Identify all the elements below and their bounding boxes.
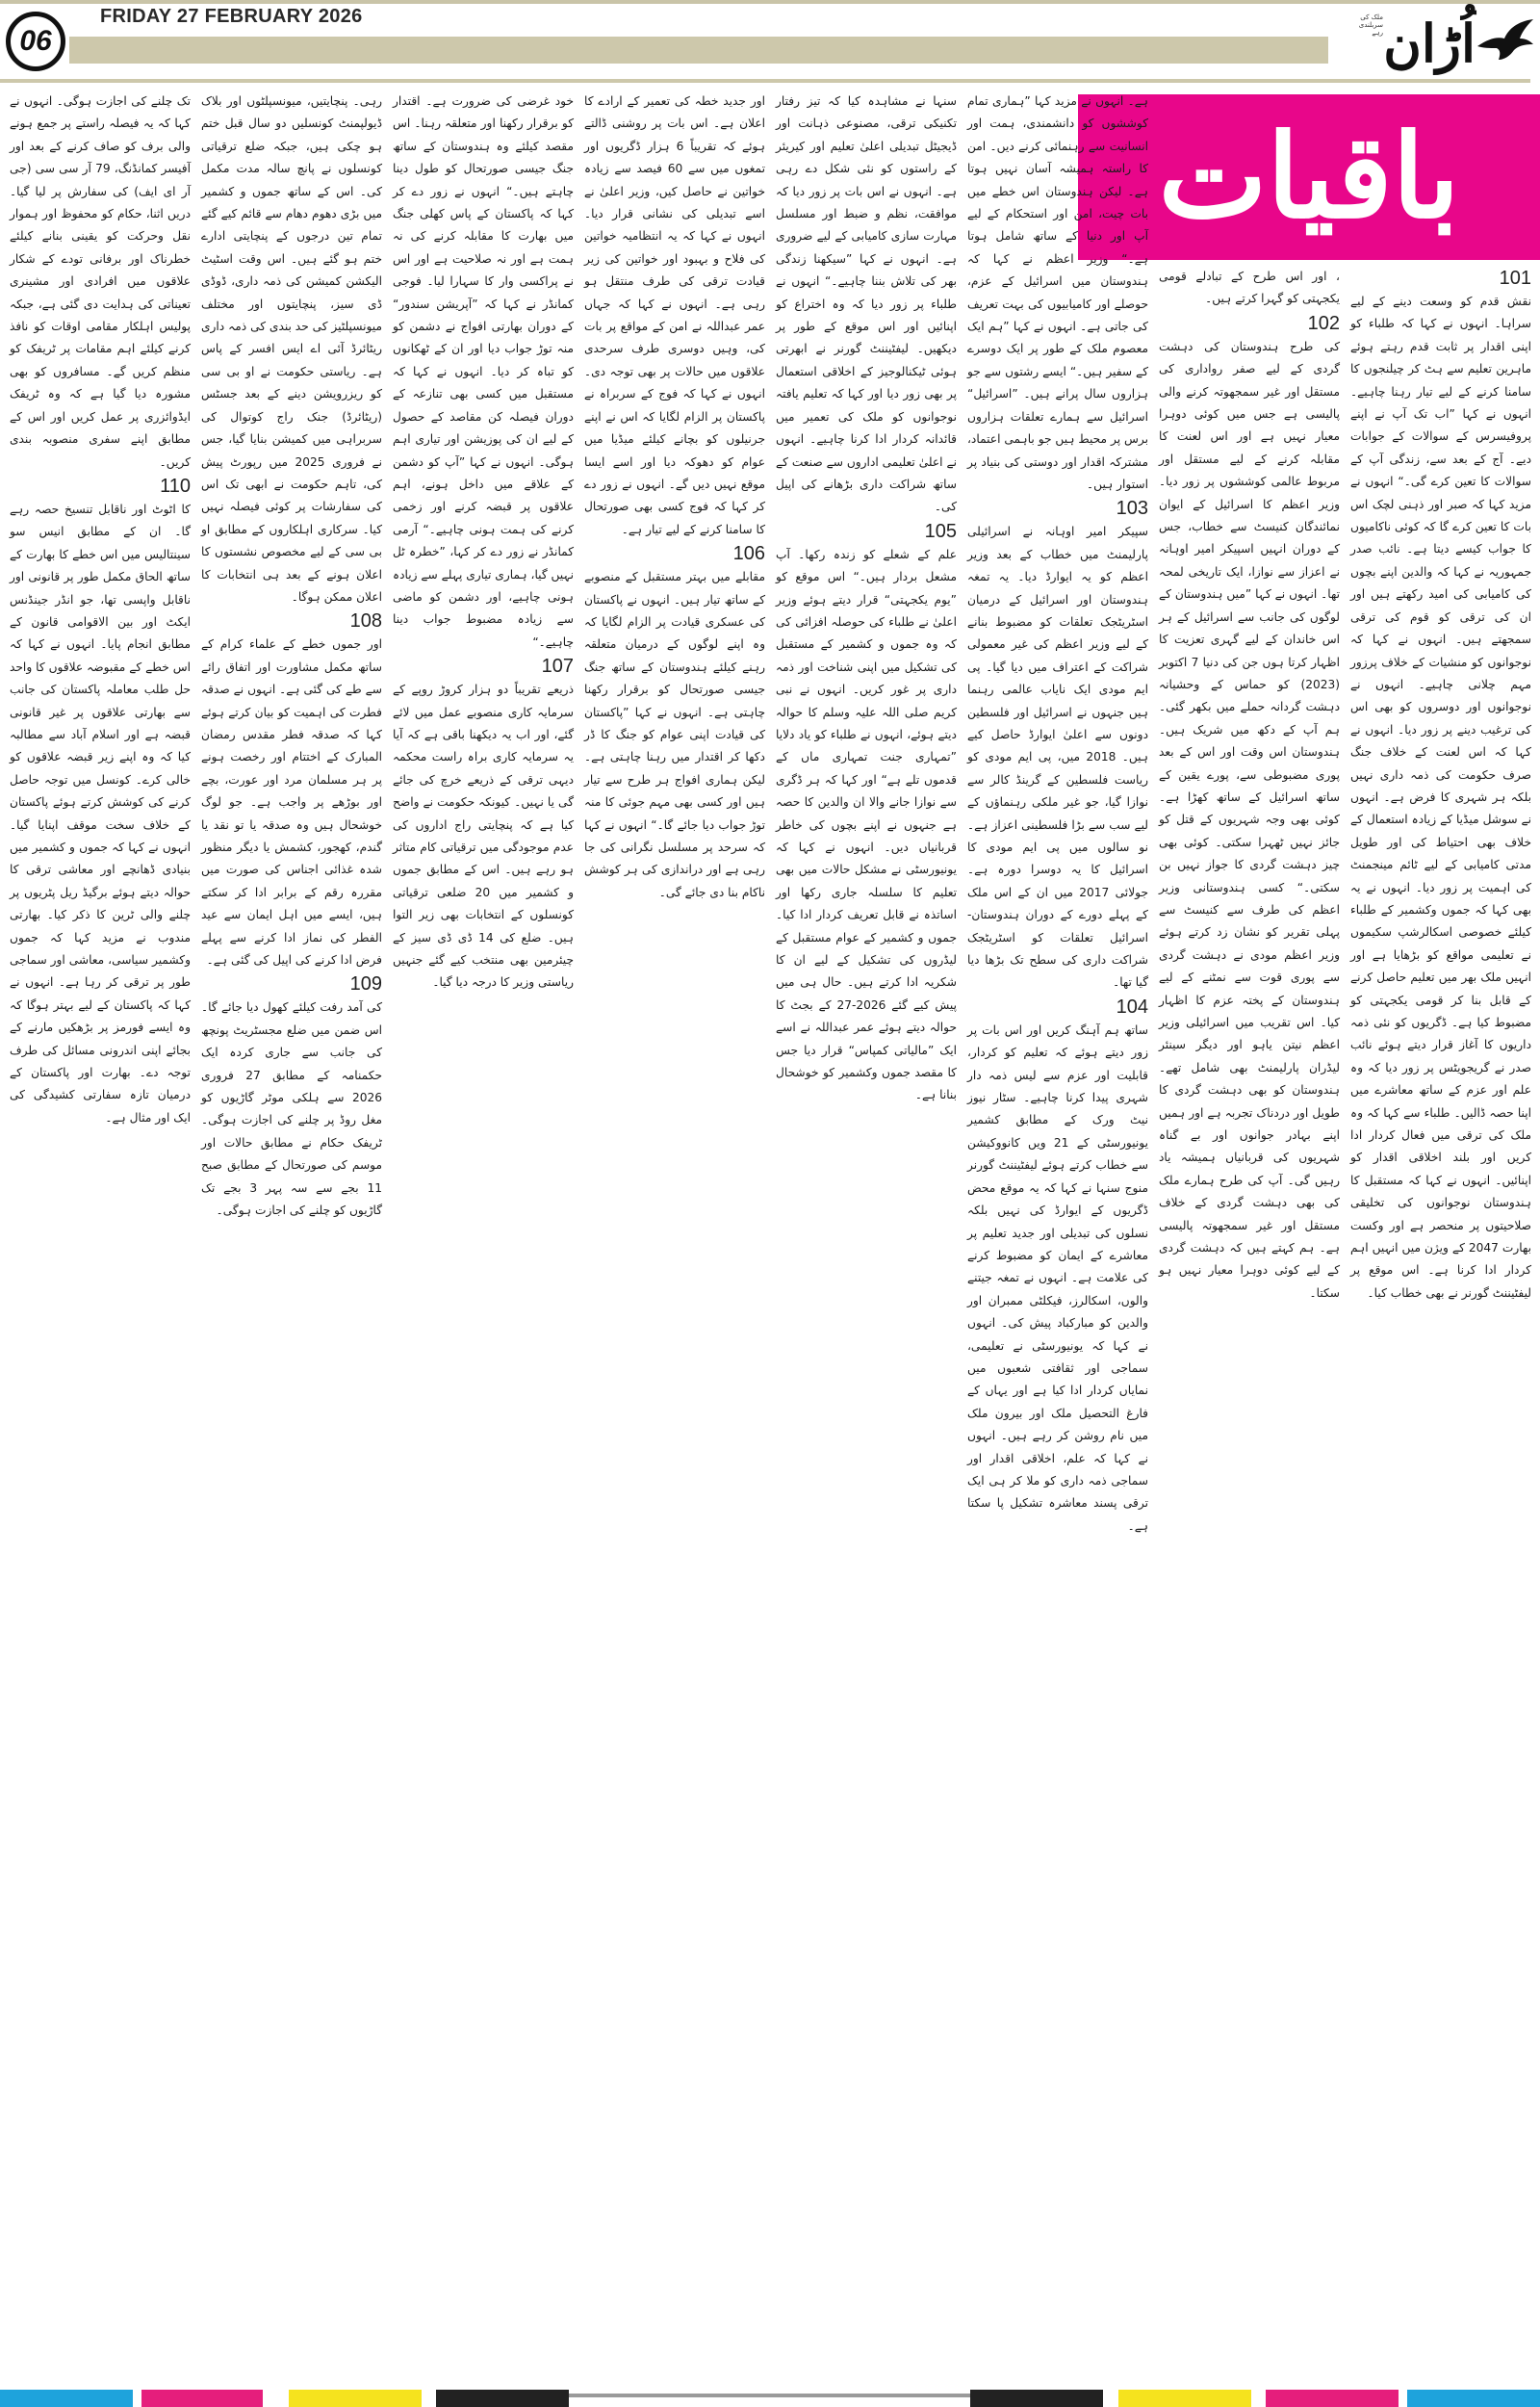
column-text: کی طرح ہندوستان کی دہشت گردی کے لیے صفر رواداری کی مستقل اور غیر سمجھوتہ کرنے والی پالیسی ہے جس میں کوئی دوہرا معیار نہیں ہے اور اس لعنت کا مقابلہ کرنے کے لیے مستقل اور مربوط عالمی کوششوں پر زور دیا۔ وزیر اعظم کا اسرائیل کے ایوان نمائندگان کنیسٹ سے خطاب، جس کے دوران انہیں اسپیکر امیر اوہانہ نے اعزاز سے نوازا، ایک تاریخی لمحہ تھا۔ انہوں نے کہا ”میں ہندوستان کے لوگوں کی جانب سے اسرائیل کے ہر اس خاندان کے لیے گہری تعزیت کا اظہار کرتا ہوں جن کی دنیا 7 اکتوبر (2023) کو حماس کے وحشیانہ دہشت گردانہ حملے میں بکھر گئی۔ ہم آپ کے دکھ میں شریک ہیں۔ ہندوستان اس وقت اور اس کے بعد پوری مضبوطی سے، پورے یقین کے ساتھ اسرائیل کے ساتھ کھڑا ہے۔ کوئی بھی وجہ شہریوں کے قتل کو جائز نہیں ٹھہرا سکتی۔ کوئی بھی چیز دہشت گردی کا جواز نہیں بن سکتی۔“ کسی ہندوستانی وزیر اعظم کی طرف سے کنیسٹ سے پہلی تقریر کو نشان زد کرتے ہوئے وزیر اعظم مودی نے دہشت گردی سے پوری قوت سے نمٹنے کے لیے ہندوستان کے پختہ عزم کا اظہار کیا۔ اس تقریب میں اسرائیلی وزیر اعظم نیتن یاہو اور دیگر سینئر لیڈران پارلیمنٹ بھی شامل تھے۔ ہندوستان کو بھی دہشت گردی کا طویل اور دردناک تجربہ ہے اور ہمیں اپنے بہادر جوانوں اور بے گناہ شہریوں کی قربانیاں ہمیشہ یاد رہیں گی۔ آپ کی طرح ہمارے ملک کی بھی دہشت گردی کے خلاف مستقل اور غیر سمجھوتہ پالیسی ہے۔ ہم کہتے ہیں کہ دہشت گردی کے لیے کوئی دوہرا معیار نہیں ہو سکتا۔ — [1159, 339, 1341, 1300]
registration-bar — [569, 2394, 970, 2397]
column-text: تک چلنے کی اجازت ہوگی۔ انہوں نے کہا کہ یہ فیصلہ راستے پر جمع ہونے والی برف کو صاف کرنے کے بعد اور آفیسر کمانڈنگ، 79 آر سی سی (جی آر ای ایف) کی سفارش پر لیا گیا۔ دریں اثنا، حکام کو محفوظ اور ہموار نقل وحرکت کو یقینی بنانے کیلئے خطرناک اور برفانی تودے کے شکار علاقوں میں افرادی اور مشینری تعیناتی کی ہدایت دی گئی ہے، جبکہ پولیس اہلکار مقامی اوقات کو نافذ کرنے کیلئے اہم مقامات پر ٹریفک کو منظم کریں گے۔ مسافروں کو بھی مشورہ دیا گیا ہے کہ وہ ٹریفک ایڈوائزری پر عمل کریں اور اس کے مطابق اپنے سفری منصوبہ بندی کریں۔ — [10, 94, 191, 469]
masthead-title: اُڑان — [1383, 13, 1476, 74]
column-text: ذریعے تقریباً دو ہزار کروڑ روپے کے سرمایہ کاری منصوبے عمل میں لائے گئے، اور اب یہ دیکھنا باقی ہے کہ آیا یہ سرمایہ کاری براہ راست محکمہ دیہی ترقی کے ذریعے خرچ کی جائے گی یا نہیں۔ کیونکہ حکومت نے واضح کیا ہے کہ پنچایتی راج اداروں کی عدم موجودگی میں ترقیاتی کام متاثر ہو رہے ہیں۔ اس کے مطابق جموں و کشمیر میں 20 ضلعی ترقیاتی کونسلوں کے انتخابات بھی زیر التوا ہیں۔ ضلع کی 14 ڈی ڈی سیز کے چیئرمین بھی منتخب کیے گئے جنہیں ریاستی وزیر کا درجہ دیا گیا۔ — [393, 683, 574, 990]
continuation-marker: 102 — [1307, 312, 1340, 334]
continuation-marker: 109 — [349, 973, 382, 996]
column-6 — [387, 91, 578, 1538]
column-text: ساتھ ہم آہنگ کریں اور اس بات پر زور دیتے ہوئے کہ تعلیم کو کردار، قابلیت اور عزم سے لیس ذمہ دار شہری پیدا کرنا چاہیے۔ سٹار نیوز نیٹ ورک کے مطابق کشمیر یونیورسٹی کے 21 ویں کانووکیشن سے خطاب کرتے ہوئے لیفٹیننٹ گورنر منوج سنہا نے کہا کہ یہ موقع محض ڈگریوں کے ایوارڈ کی نہیں بلکہ نسلوں کی تبدیلی اور جدید تعلیم پر معاشرے کے ایمان کو مضبوط کرنے کی علامت ہے۔ انہوں نے تمغہ جیتنے والوں، اسکالرز، فیکلٹی ممبران اور والدین کو مبارکباد پیش کی۔ انہوں نے کہا کہ یونیورسٹی نے تعلیمی، سماجی اور ثقافتی شعبوں میں نمایاں کردار ادا کیا ہے اور یہاں کے فارغ التحصیل ملک اور بیرون ملک میں نام روشن کر رہے ہیں۔ انہوں نے کہا کہ علم، اخلاقی اقدار اور سماجی ذمہ داری کو ملا کر ہی ایک ترقی پسند معاشرہ تشکیل پا سکتا ہے۔ — [967, 1022, 1148, 1533]
column-text: خود غرضی کی ضرورت ہے۔ اقتدار کو برقرار رکھنا اور متعلقہ رہنا۔ اس مقصد کیلئے وہ ہندوستان کے ساتھ جنگ جیسی صورتحال کو طول دینا چاہتے ہیں۔“ انہوں نے زور دے کر کہا کہ پاکستان کے پاس کھلی جنگ میں بھارت کا مقابلہ کرنے کی نہ ہمت ہے اور نہ صلاحیت ہے اور اس نے پراکسی وار کا سہارا لیا۔ فوجی کمانڈر نے کہا کہ ”آپریشن سندور“ کے دوران بھارتی افواج نے دشمن کو منہ توڑ جواب دیا اور ان کے ٹھکانوں کو تباہ کر دیا۔ انہوں نے کہا کہ مستقبل میں کسی بھی تنازعہ کے دوران فیصلہ کن مقاصد کے حصول کے لیے ان کی پوزیشن اور تیاری اہم ہوگی۔ انہوں نے کہا ”آپ کو دشمن کے علاقے میں داخل ہونے، اہم علاقوں پر قبضہ کرنے اور زخمی کرنے کی ہمت ہونی چاہیے۔“ آرمی کمانڈر نے زور دے کر کہا، ”خطرہ ٹل نہیں گیا، ہماری تیاری پہلے سے زیادہ ہونی چاہیے، اور دشمن کو ماضی سے زیادہ مضبوط جواب دینا چاہیے۔“ — [392, 94, 574, 649]
section-title: باقیات — [1158, 109, 1460, 245]
registration-bar — [289, 2390, 422, 2407]
registration-bar — [436, 2390, 569, 2407]
column-text: مقابلے میں بہتر مستقبل کے منصوبے کے ساتھ تیار ہیں۔ انہوں نے پاکستان کی عسکری قیادت پر الزام لگایا کہ وہ اپنے لوگوں کے درمیان متعلقہ رہنے کیلئے ہندوستان کے ساتھ جنگ جیسی صورتحال کو برقرار رکھنا چاہتی ہے۔ انہوں نے کہا ”پاکستان کی قیادت اپنی عوام کو جنگ کا ڈر دکھا کر اقتدار میں رہنا چاہتی ہے۔ لیکن ہماری افواج ہر طرح سے تیار ہیں اور کسی بھی مہم جوئی کا منہ توڑ جواب دیا جائے گا۔“ انہوں نے کہا کہ سرحد پر مسلسل نگرانی کی جا رہی ہے اور دراندازی کی ہر کوشش ناکام بنا دی جائے گی۔ — [584, 570, 765, 899]
column-text: ، اور اس طرح کے تبادلے قومی یکجہتی کو گہرا کرتے ہیں۔ — [1159, 270, 1340, 306]
column-8 — [4, 91, 195, 1538]
column-4 — [770, 91, 962, 1538]
masthead — [1348, 10, 1535, 79]
continuation-marker: 110 — [160, 475, 191, 497]
column-3 — [962, 91, 1153, 1538]
top-rule — [0, 0, 1540, 4]
dateline: FRIDAY 27 FEBRUARY 2026 — [100, 6, 363, 27]
column-text: علم کے شعلے کو زندہ رکھا۔ آپ مشعل بردار ہیں۔“ اس موقع کو ”یوم یکجہتی“ قرار دیتے ہوئے وزیر اعلیٰ نے طلباء کی حوصلہ افزائی کی کہ وہ جموں و کشمیر کے مستقبل کی تشکیل میں اپنی شناخت اور ذمہ داری پر غور کریں۔ انہوں نے نبی کریم صلی اللہ علیہ وسلم کا حوالہ دیتے ہوئے، انہوں نے طلباء کو یاد دلایا ”تمہاری جنت تمہاری ماں کے قدموں تلے ہے“ اور کہا کہ ہر ڈگری سے نوازا جانے والا ان والدین کا حصہ ہے جنہوں نے اپنے بچوں کی خاطر قربانیاں دیں۔ انہوں نے کہا کہ یونیورسٹی نے مشکل حالات میں بھی تعلیم کا سلسلہ جاری رکھا اور اساتذہ نے قابل تعریف کردار ادا کیا۔ جموں و کشمیر کے عوام مستقبل کے لیڈروں کی تشکیل کے لیے ان کا شکریہ ادا کرتے ہیں۔ حال ہی میں پیش کیے گئے 2026-27 کے بجٹ کا حوالہ دیتے ہوئے عمر عبداللہ نے اسے ایک ”مالیاتی کمپاس“ قرار دیا جس کا مقصد جموں وکشمیر کو خوشحال بنانا ہے۔ — [776, 547, 957, 1102]
column-text: نقش قدم کو وسعت دینے کے لیے سراہا۔ انہوں نے کہا کہ طلباء کو اپنی اقدار پر ثابت قدم رہتے ہوئے ماہرین تعلیم سے ہٹ کر چیلنجوں کا سامنا کرنے کے لیے تیار رہنا چاہیے۔ انہوں نے کہا ”اب تک آپ نے اپنے پروفیسرس کے سوالات کے جوابات دیے۔ آج کے بعد سے، زندگی آپ کے سوالات کا تعین کرے گی۔“ انہوں نے مزید کہا کہ صبر اور ذہنی لچک اس بات کا تعین کرے گا کہ کوئی ناکامیوں کا جواب کیسے دیتا ہے۔ نائب صدر جمہوریہ نے کہا کہ والدین اپنے بچوں کی کامیابی کی امید رکھتے ہیں اور ان کی ترقی کو قوم کی ترقی سمجھتے ہیں۔ انہوں نے کہا کہ نوجوانوں کو منشیات کے خلاف پرزور مہم چلانی چاہیے۔ انہوں نے نوجوانوں اور دوسروں کو بھی اس کی ترغیب دینے پر زور دیا۔ انہوں نے کہا کہ اس لعنت کے خلاف جنگ صرف حکومت کی ذمہ داری نہیں بلکہ ہر شہری کا فرض ہے۔ انہوں نے سوشل میڈیا کے زیادہ استعمال کے خلاف بھی احتیاط کی اور طویل مدتی کامیابی کے لیے ٹائم مینجمنٹ کی اہمیت پر زور دیا۔ انہوں نے یہ بھی کہا کہ جموں وکشمیر کے طلباء کیلئے خصوصی اسکالرشپ سکیموں نے تعلیمی مواقع کو بڑھایا ہے اور انہیں ملک بھر میں تعلیم حاصل کرنے کے قابل بنا کر قومی یکجہتی کو مضبوط کیا ہے۔ ڈگریوں کو نئی ذمہ داریوں کا آغاز قرار دیتے ہوئے نائب صدر نے گریجویٹس پر زور دیا کہ وہ علم اور عزم کے ساتھ معاشرے میں اپنا حصہ ڈالیں۔ طلباء سے کہا کہ وہ ملک کی ترقی میں فعال کردار ادا کریں اور بلند اخلاقی اقدار کو اپنائیں۔ انہوں نے کہا کہ مستقبل کا ہندوستان نوجوانوں کی تخلیقی صلاحیتوں پر منحصر ہے اور وکست بھارت 2047 کے ویژن میں انہیں اہم کردار ادا کرنا ہے۔ اس موقع پر لیفٹیننٹ گورنر نے بھی خطاب کیا۔ — [1350, 295, 1531, 1300]
continuation-marker: 108 — [349, 610, 382, 633]
column-text: اور جدید خطہ کی تعمیر کے ارادے کا اعلان ہے۔ اس بات پر روشنی ڈالتے ہوئے کہ تقریباً 6 ہزار ڈگریوں اور تمغوں میں سے 60 فیصد سے زیادہ خواتین نے حاصل کیں، وزیر اعلیٰ نے اسے تبدیلی کی نشانی قرار دیا۔ انہوں نے کہا کہ یہ انتظامیہ خواتین کی فلاح و بہبود اور خواتین کی زیر قیادت ترقی کی طرف منتقل ہو رہی ہے۔ انہوں نے کہا کہ جہاں عمر عبداللہ نے امن کے مواقع پر بات کی، وہیں دوسری طرف سرحدی علاقوں میں حالات پر بھی توجہ دی۔ انہوں نے کہا کہ فوج کے سربراہ نے پاکستان پر الزام لگایا کہ اس نے اپنے جرنیلوں کو بچانے کیلئے میڈیا میں عوام کو دھوکہ دیا اور اسے ایسا موقع نہیں دیں گے۔ انہوں نے زور دے کر کہا کہ فوج کسی بھی صورتحال کا سامنا کرنے کے لیے تیار ہے۔ — [584, 94, 765, 536]
column-2 — [1153, 91, 1345, 1538]
header-band — [69, 37, 1328, 64]
bird-logo-icon — [1476, 17, 1535, 62]
page-number-badge — [6, 12, 65, 71]
header-rule — [0, 79, 1530, 83]
continuation-marker: 107 — [541, 656, 574, 678]
column-text: ہے۔ انہوں نے مزید کہا ”ہماری تمام کوششوں کو دانشمندی، ہمت اور انسانیت سے رہنمائی کرنے دیں۔ امن کا راستہ ہمیشہ آسان نہیں ہوتا ہے۔ لیکن ہندوستان اس خطے میں بات چیت، امن اور استحکام کے لیے آپ اور دنیا کے ساتھ شامل ہوتا ہے۔“ وزیر اعظم نے کہا کہ ہندوستان میں اسرائیل کے عزم، حوصلے اور کامیابیوں کی بہت تعریف کی جاتی ہے۔ انہوں نے کہا ”ہم ایک معصوم ملک کے طور پر ایک دوسرے کے سفیر ہیں۔“ ایسے رشتوں سے جو ہزاروں سال پرانے ہیں۔ ”اسرائیل“ اسرائیل سے ہمارے تعلقات ہزاروں برس پر محیط ہیں جو باہمی اعتماد، مشترکہ اقدار اور دوستی کی بنیاد پر استوار ہیں۔ — [967, 94, 1148, 491]
page-number: 06 — [19, 25, 52, 57]
registration-bar — [1266, 2390, 1399, 2407]
registration-bar — [141, 2390, 263, 2407]
continuation-marker: 101 — [1499, 268, 1531, 289]
registration-bar — [1407, 2390, 1540, 2407]
article-columns — [0, 91, 1540, 1538]
column-7 — [195, 91, 387, 1538]
column-text: سنہا نے مشاہدہ کیا کہ تیز رفتار تکنیکی ترقی، مصنوعی ذہانت اور ڈیجیٹل تبدیلی اعلیٰ تعلیم اور کیریئر کے راستوں کو نئی شکل دے رہی ہے۔ انہوں نے اس بات پر زور دیا کہ موافقت، نظم و ضبط اور مسلسل مہارت سازی کامیابی کے لیے ضروری ہے۔ انہوں نے کہا ”سیکھنا زندگی بھر کی تلاش بننا چاہیے۔“ انہوں نے طلباء پر زور دیا کہ وہ اختراع کو اپنائیں اور اس موقع کے طور پر دیکھیں۔ لیفٹیننٹ گورنر نے ابھرتی ہوئی ٹیکنالوجیز کے اخلاقی استعمال پر بھی زور دیا اور کہا کہ تعلیم یافتہ نوجوانوں کو ملک کی تعمیر میں قائدانہ کردار ادا کرنا چاہیے۔ انہوں نے اعلیٰ تعلیمی اداروں سے صنعت کے ساتھ شراکت داری بڑھانے کی اپیل کی۔ — [776, 94, 957, 514]
column-text: کی آمد رفت کیلئے کھول دیا جائے گا۔ اس ضمن میں ضلع مجسٹریٹ پونچھ کی جانب سے جاری کردہ ایک حکمنامہ کے مطابق 27 فروری 2026 سے ہلکی موٹر گاڑیوں کو مغل روڈ پر چلنے کی اجازت ہوگی۔ ٹریفک حکام نے مطابق حالات اور موسم کی صورتحال کے مطابق صبح 11 بجے سے سہ پہر 3 بجے تک گاڑیوں کو چلنے کی اجازت ہوگی۔ — [201, 1000, 383, 1218]
continuation-marker: 105 — [924, 520, 957, 542]
registration-bar — [1118, 2390, 1251, 2407]
registration-bar — [970, 2390, 1103, 2407]
registration-bar — [0, 2390, 133, 2407]
masthead-tagline: ملک کی سربلندی رہے — [1358, 13, 1383, 37]
column-text: رہی۔ پنچایتیں، میونسپلٹوں اور بلاک ڈیولپمنٹ کونسلیں دو سال قبل ختم ہو چکی ہیں، جبکہ ضلع ترقیاتی کونسلوں نے پانچ سالہ مدت مکمل کی۔ اس کے ساتھ جموں و کشمیر میں بڑی دھوم دھام سے قائم کیے گئے تمام تین درجوں کے پنچایتی ادارے ختم ہو گئے ہیں۔ اس وقت اسٹیٹ الیکشن کمیشن کی ذمہ داری، ڈوڈی ڈی سیز، پنچایتوں اور مختلف میونسپلٹیز کی حد بندی کی ذمہ داری ریٹائرڈ آئی اے ایس افسر کے پاس ہے۔ ریاستی حکومت نے او بی سی کو ریزرویشن دینے کے بعد جسٹس (ریٹائرڈ) جنک راج کوتوال کی سربراہی میں کمیشن بنایا گیا، جس نے فروری 2025 میں رپورٹ پیش کی، تاہم حکومت نے ابھی تک اس کی سفارشات پر کوئی فیصلہ نہیں کیا۔ سرکاری اہلکاروں کے مطابق او بی سی کے لیے مخصوص نشستوں کا اعلان ہونے کے بعد ہی انتخابات کا اعلان ممکن ہوگا۔ — [201, 94, 382, 604]
column-1 — [1345, 91, 1536, 1538]
column-5 — [578, 91, 770, 1538]
continuation-marker: 106 — [732, 543, 765, 565]
column-text: کا اٹوٹ اور ناقابل تنسیخ حصہ رہے گا۔ ان کے مطابق انیس سو سینتالیس میں اس خطے کا بھارت کے ساتھ الحاق مکمل طور پر قانونی اور ناقابل واپسی تھا، جو انڈر جینڈنس ایکٹ اور بین الاقوامی قانون کے مطابق انجام پایا۔ انہوں نے کہا کہ اس خطے کے مقبوضہ علاقوں کا واحد حل طلب معاملہ پاکستان کی جانب سے بھارتی علاقوں پر غیر قانونی قبضہ ہے اور اسلام آباد سے مطالبہ کیا کہ وہ اپنے زیر قبضہ علاقوں کو خالی کرے۔ کونسل میں توجہ حاصل کرنے کی کوشش کرتے ہوئے پاکستان کے خلاف سخت موقف اپنایا گیا۔ انہوں نے کہا کہ جموں و کشمیر میں بنیادی ڈھانچے اور معاشی ترقی کا حوالہ دیتے ہوئے برگیڈ ریل پٹریوں پر چلنے والی ٹرین کا ذکر کیا۔ بھارتی مندوب نے مزید کہا کہ جموں وکشمیر سیاسی، معاشی اور سماجی طور پر ترقی کر رہا ہے۔ انہوں نے کہا کہ پاکستان کے لیے بہتر ہوگا کہ وہ ایسے فورمز پر بڑھکیں مارنے کے بجائے اپنی اندرونی مسائل کی طرف توجہ دے۔ بھارت اور پاکستان کے درمیان تازہ سفارتی کشیدگی کی ایک اور مثال ہے۔ — [10, 502, 191, 1125]
column-text: اور جموں خطے کے علماء کرام کے ساتھ مکمل مشاورت اور اتفاق رائے سے طے کی گئی ہے۔ انہوں نے صدقہ فطرت کی اہمیت کو بیان کرتے ہوئے کہا کہ صدقہ فطر مقدس رمضان المبارک کے اختتام اور رخصت ہونے پر ہر مسلمان مرد اور عورت، بچے اور بوڑھے پر واجب ہے۔ جو لوگ خوشحال ہیں وہ صدقہ یا تو نقد یا گندم، کھجور، کشمش یا دیگر منظور شدہ غذائی اجناس کی صورت میں مقررہ رقم کے برابر ادا کر سکتے ہیں، ایسے میں اہل ایمان سے عید الفطر کی نماز ادا کرنے سے پہلے فرض ادا کرنے کی اپیل کی گئی ہے۔ — [201, 637, 382, 968]
column-text: سپیکر امیر اوہانہ نے اسرائیلی پارلیمنٹ میں خطاب کے بعد وزیر اعظم کو یہ ایوارڈ دیا۔ یہ تمغہ ہندوستان اور اسرائیل کے درمیان اسٹریٹجک تعلقات کو مضبوط بنانے کے لیے وزیر اعظم کی غیر معمولی شراکت کے اعتراف میں دیا گیا۔ پی ایم مودی ایک نایاب عالمی رہنما ہیں جنہوں نے اسرائیل اور فلسطین دونوں سے اعلیٰ ایوارڈ حاصل کیے ہیں۔ 2018 میں، پی ایم مودی کو ریاست فلسطین کے گرینڈ کالر سے نوازا گیا، جو غیر ملکی رہنماؤں کے لیے سب سے بڑا فلسطینی اعزاز ہے۔ نو سالوں میں پی ایم مودی کا اسرائیل کا یہ دوسرا دورہ ہے۔ جولائی 2017 میں ان کے اس ملک کے پہلے دورے کے دوران ہندوستان-اسرائیل تعلقات کو اسٹریٹجک شراکت داری کی سطح تک بڑھا دیا گیا تھا۔ — [967, 525, 1148, 990]
continuation-marker: 104 — [1116, 996, 1148, 1018]
continuation-marker: 103 — [1116, 498, 1148, 520]
